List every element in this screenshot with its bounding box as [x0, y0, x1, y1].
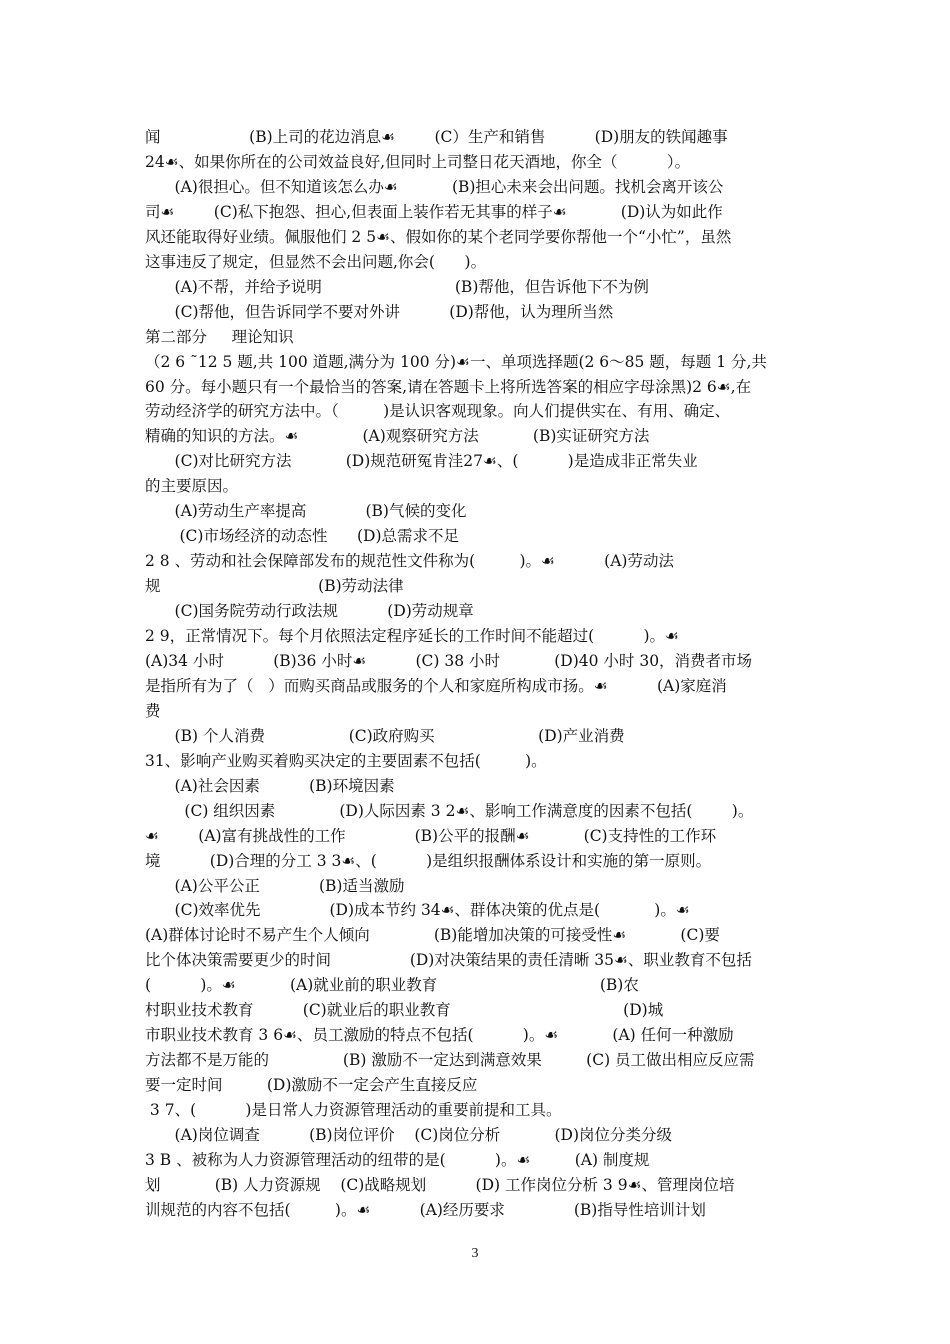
text-line: 2 8 、劳动和社会保障部发布的规范性文件称为( )。☙ (A)劳动法 — [145, 552, 674, 571]
text-line: ( )。☙ (A)就业前的职业教育 (B)农 — [145, 976, 639, 995]
text-line: 村职业技术教育 (C)就业后的职业教育 (D)城 — [145, 1001, 664, 1020]
text-line: 是指所有为了（ ）而购买商品或服务的个人和家庭所构成市扬。☙ (A)家庭消 — [145, 676, 727, 695]
text-line: 境 (D)合理的分工 3 3☙、( )是组织报酬体系设计和实施的第一原则。 — [145, 851, 712, 870]
text-line: (A)公平公正 (B)适当激励 — [145, 876, 405, 895]
text-line: (A)很担心。但不知道该怎么办☙ (B)担心未来会出问题。找机会离开该公 — [145, 177, 724, 196]
text-line: 司☙ (C)私下抱怨、担心,但表面上装作若无其事的样子☙ (D)认为如此作 — [145, 202, 723, 221]
text-line: (A)群体讨论时不易产生个人倾向 (B)能增加决策的可接受性☙ (C)要 — [145, 926, 720, 945]
text-line: 训规范的内容不包括( )。☙ (A)经历要求 (B)指导性培训计划 — [145, 1200, 706, 1219]
text-line: 闻 (B)上司的花边消息☙ (C）生产和销售 (D)朋友的铁闻趣事 — [145, 128, 728, 146]
text-line: (B) 个人消费 (C)政府购买 (D)产业消费 — [145, 726, 625, 745]
text-line: (C)国务院劳动行政法规 (D)劳动规章 — [145, 602, 474, 621]
text-line: (A)不帮，并给予说明 (B)帮他，但告诉他下不为例 — [145, 277, 649, 296]
text-line: (A)社会因素 (B)环境因素 — [145, 776, 395, 795]
text-line: 第二部分 理论知识 — [145, 327, 294, 346]
text-line: 比个体决策需要更少的时间 (D)对决策结果的责任清晰 35☙、职业教育不包括 — [145, 951, 752, 970]
text-line: 2 9，正常情况下。每个月依照法定程序延长的工作时间不能超过( )。☙ — [145, 627, 679, 645]
text-line: (C)市场经济的动态性 (D)总需求不足 — [145, 527, 460, 546]
text-line: 要一定时间 (D)激励不一定会产生直接反应 — [145, 1076, 478, 1095]
text-line: (C)对比研究方法 (D)规范研冤肯洼27☙、( )是造成非正常失业 — [145, 452, 698, 471]
text-line: (C)帮他，但告诉同学不要对外讲 (D)帮他，认为理所当然 — [145, 302, 614, 321]
text-line: (C)效率优先 (D)成本节约 34☙、群体决策的优点是( )。☙ — [145, 901, 690, 920]
text-line: 划 (B) 人力资源规 (C)战略规划 (D) 工作岗位分析 3 9☙、管理岗位培 — [145, 1175, 735, 1194]
text-line: ☙ (A)富有挑战性的工作 (B)公平的报酬☙ (C)支持性的工作环 — [145, 826, 717, 845]
text-line: 方法都不是万能的 (B) 激励不一定达到满意效果 (C) 员工做出相应反应需 — [145, 1051, 755, 1070]
text-line: 费 — [145, 701, 161, 720]
text-line: 31、影响产业购买着购买决定的主要固素不包括( )。 — [145, 751, 547, 770]
text-line: 3 7、( )是日常人力资源管理活动的重要前提和工具。 — [145, 1101, 562, 1120]
text-line: 3 B 、被称为人力资源管理活动的纽带的是( )。☙ (A) 制度规 — [145, 1150, 650, 1169]
text-line: (A)34 小时 (B)36 小时☙ (C) 38 小时 (D)40 小时 30，消费者市场 — [145, 651, 753, 670]
text-line: 市职业技术教育 3 6☙、员工激励的特点不包括( )。☙ (A) 任何一种激励 — [145, 1026, 734, 1045]
text-line: (A)劳动生产率提高 (B)气候的变化 — [145, 502, 467, 521]
text-line: (A)岗位调查 (B)岗位评价 (C)岗位分析 (D)岗位分类分级 — [145, 1126, 672, 1144]
text-line: 劳动经济学的研究方法中。（ )是认识客观现象。向人们提供实在、有用、确定、 — [145, 402, 731, 421]
page-number: 3 — [471, 1246, 479, 1261]
text-line: 24☙、如果你所在的公司效益良好,但同时上司整日花天酒地，你全（ ）。 — [145, 152, 691, 171]
text-line: 的主要原因。 — [145, 477, 239, 496]
text-line: 风还能取得好业绩。佩服他们 2 5☙、假如你的某个老同学要你帮他一个“小忙”，虽然 — [145, 227, 732, 246]
text-line: 这事违反了规定，但显然不会出问题,你会( )。 — [145, 252, 487, 271]
text-line: 60 分。每小题只有一个最恰当的答案,请在答题卡上将所选答案的相应字母涂黑)2 6☙,在 — [145, 377, 752, 396]
text-line: (C) 组织因素 (D)人际因素 3 2☙、影响工作满意度的因素不包括( )。 — [145, 801, 754, 820]
text-line: 规 (B)劳动法律 — [145, 577, 404, 596]
text-line: （2 6 ˜12 5 题,共 100 道题,满分为 100 分)☙一、单项选择题(2 6～85 题，每题 1 分,共 — [145, 352, 767, 371]
text-line: 精确的知识的方法。☙ (A)观察研究方法 (B)实证研究方法 — [145, 427, 650, 446]
